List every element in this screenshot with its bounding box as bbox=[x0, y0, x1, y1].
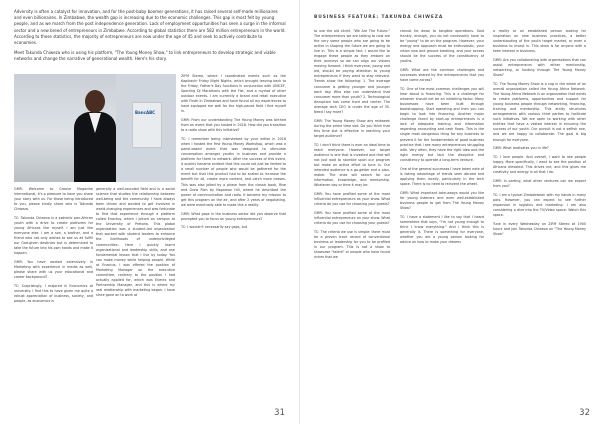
left-column-1 bbox=[14, 187, 93, 308]
right-column-3 bbox=[493, 29, 586, 241]
interview-paragraph: TC: I am a typical Zimbabwean with my hands in many pots. However, you can expect to see further expansion in logistics and marketing. I am also considering a dive into the TV/Video space. Watch this space. bbox=[493, 193, 586, 218]
right-column-2 bbox=[400, 29, 484, 249]
interview-paragraph: generally a well-rounded field and is a social science that studies the relationship between well-being and the community. I have always been driven and wanted to get involved in world-changing experiences and was fortunate to find that experience through a platform called Enactus, which I joined on campus at the University of Pretoria. This global organization was a student-led organization that worked with student leaders to enhance the livelihoods of underprivileged communities. Here I quickly learnt organizational and leadership skills, and one fundamental lesson that I live by today. You can make money while helping people. While at Enactus, I was offered the position of Marketing Manager on the executive committee, contrary to the position I had actually applied for, which was Events and Partnership Manager, and this is where my real relationship with marketing began. I have since gone on to work at bbox=[96, 187, 175, 297]
interview-paragraph: TC: The Young Money Show is a cog in the wheel of an overall organization called the Young Africa Network. The Young Africa Network is an organization that exists to create platforms, opportunities and support for young business people through networking, financing, training and mentorship. This entity structures arrangements with various third parties to facilitate such initiatives. We are open to working with other entities that have a vested interest in ensuring the success of our youth. Our pursuit is not a selfish one, and we are happy to collaborate. The goal is big enough for everyone. bbox=[493, 82, 586, 142]
interview-paragraph: TC: I love people. And overall, I want to see people happy. More specifically, I want to see the position of Africans elevated. This drives me, and this gives me creativity and energy in all that I do. bbox=[493, 155, 586, 175]
interview-paragraph: a reality or an established person looking for inspiration on new business practices, a better understanding of the youth target market, or even a business to invest in. This show is for anyone with a keen interest in business. bbox=[493, 29, 586, 54]
interview-paragraph: One of the general successes I have taken note of is taking advantage of trends seen abroad and applying them locally, particularly in the tech space. There is no need to reinvent the wheel. bbox=[400, 166, 484, 186]
interview-paragraph: TC: One of the most common challenges you will hear about is financing. This is a challenge for whoever should not be an inhibiting factor. Many businesses have been built through bootstrapping. Start operating and then you can begin to look into financing. Another major challenge faced by start-up entrepreneurs is a lack of adequate training and information regarding accounting and cash flows. This is the single most dangerous thing for any business to prevent it for the fundamentals of good business practice that I see many entrepreneurs struggling with. Very often, they have the right idea and the right energy but lack the discipline and consistency to operate a long-term venture. bbox=[400, 87, 484, 162]
interview-paragraph: GMR: From our understanding The Young Money was birthed from an event that you hosted in 2018. How did you transition to a radio show with this initiative? bbox=[181, 118, 286, 133]
interview-paragraph: GMR: What motivates you in life? bbox=[493, 146, 549, 151]
interview-paragraph: TC: Surprisingly, I majored in Economics at university. I find this to have given me quite a robust appreciation of business, society, and people, as economics is bbox=[14, 284, 93, 304]
interview-paragraph: GMR: Welcome to Groove Magazine International, it's a pleasure to have you share your story with us. For those being introduced to you, please kindly share who is Takunda Chiweza. bbox=[14, 187, 93, 212]
interview-paragraph: TC: The criteria we use is simple: there must be a proven track record of conventional business or leadership for you to be profiled in our program. This is not a show to showcase "talent" or people who have found riches that we bbox=[314, 229, 390, 259]
page-number-right: 32 bbox=[579, 408, 590, 418]
interview-paragraph: ZiFM Stereo, where I coordinated events such as the Kapikaviri Friday Night Nights, which brought leaving back to the Friday, Father's Day functions in conjunction with UNICEF, Sporting DJ Marathons with the Fist, and a myriad of other outdoor events. I am currently a brand and retail executive with Firsth in Zimbabwe and have found all my experiences to have equipped me well for the high-paced field I find myself in. bbox=[181, 74, 286, 114]
photo-banner-logo: BancABC bbox=[135, 110, 156, 115]
page-number-left: 31 bbox=[274, 408, 285, 418]
photo-person bbox=[72, 90, 118, 182]
photo-banner-stand bbox=[132, 102, 162, 148]
interview-paragraph: GMR: You have profiled some of the most influential entrepreneurs as your show. What criteria do you use for choosing your guests? bbox=[314, 191, 390, 206]
interview-paragraph: GMR: Are you collaborating with organisations that can assist entrepreneurs with either mentorship, networking, or funding through The Young Money Show? bbox=[493, 58, 586, 78]
interview-paragraph: to use the old cliché, "We Are The Future." The entrepreneurs we are talking to now are the very same people who are going to be active in shaping the future we are going to live in. This is a simple fact. I would like to engage these people as they embark on their journeys so we can align our visions moving forward. I think everyone, young and old, should be paying attention to young entrepreneurs if they want to stay relevant. Trends show the following: 1. The average consumer is getting younger and younger each day. Who else can understand that consumer more than youth? 2. Technological disruption has come front and center. The average tech CEO is under the age of 35. Need I say more? bbox=[314, 29, 390, 114]
interview-paragraph: GMR: You have worked extensively in Marketing with experience in media as well, please share with us your educational and career background? bbox=[14, 260, 93, 280]
interview-paragraph: TC: Takunda Chiweza is a patriotic pan-African youth with a drive to create platforms for young Africans like myself. I am just like everyone else. I am a son, a brother, and a friend who not only wishes to see us all fulfill our God-given destinies but is determined to take the future into his own hands and make it happen. bbox=[14, 216, 93, 256]
intro-section bbox=[14, 9, 286, 66]
photo-person-head bbox=[85, 90, 105, 113]
interview-paragraph: GMR: What gaps in the business sector did you observe that prompted you to focus on young entrepreneurs? bbox=[181, 211, 286, 221]
interview-paragraph: TC: I wouldn't necessarily say gaps, but bbox=[181, 225, 248, 230]
interview-paragraph: GMR: In parting, what other ventures can we expect from you? bbox=[493, 179, 586, 189]
interview-paragraph: GMR: The Young Money Show airs midweek during the prime time slot. Do you think that this time slot is effective in reaching your target audience? bbox=[314, 118, 390, 138]
interview-paragraph: GMR: You have profiled some of the most influential entrepreneurs on your show. What criteria do you use for choosing your guests? bbox=[314, 210, 390, 225]
interview-paragraph: GMR: What important take-aways would you like for young listeners and even well-established business people to get from The Young Money Show? bbox=[400, 190, 484, 210]
right-column-1 bbox=[314, 29, 390, 264]
interview-paragraph: TC: I don't think there is ever an ideal time to reach everyone. However, our target audience is one that is invested and that will not just wait to stumble upon our program but make an active effort to tune in. Our intended audience is a go-getter and a plan-maker. The ones will search for our information, knowledge, and mentorship. Whatever day or time it may be. bbox=[314, 142, 391, 187]
intro-paragraph: Adversity is often a catalyst for innovation, and for the post-baby boomer generations, it has raised several self-made millionaires and even billionaires. In Zimbabwe, the wealth gap is increasing due to the economic challenges. This gap is most felt by young people, and as we march from the post independence generation. Lack of employment opportunities has seen a surge in the informal sector and a new breed of entrepreneurs in Zimbabwe. According to global statistics there are 582 million entrepreneurs in the world. According to these statistics, the majority of entrepreneurs are now under the age of 45 and seek to actively contribute to economies. bbox=[14, 9, 286, 46]
left-column-3 bbox=[181, 74, 286, 234]
section-heading: BUSINESS FEATURE: TAKUNDA CHIWEZA bbox=[314, 15, 444, 20]
interview-paragraph: TC: I have a statement I like to say that I heard somewhere that says, "I'm not young enough to think I know everything." And I think this is generally it. There is something for everyone, whether you are a young person looking for advice on how to make your dreams bbox=[400, 214, 484, 244]
interview-paragraph: Tune in every Wednesday on ZiFM Stereo at 1900 hours and join Takunda Chiweza on "The Young Money Show" bbox=[493, 222, 586, 237]
interview-paragraph: cannot tie down to tangible operations. Said frankly, enough, you do not necessarily have to be "young" to be on the program. However, your energy and approach must be enthusiastic, your vision new and ground breaking, and your access should be the success of the constituency of youths. bbox=[400, 29, 484, 64]
portrait-photo bbox=[14, 74, 176, 182]
left-column-2 bbox=[96, 187, 175, 302]
intro-paragraph: Meet Takunda Chiweza who is using his platform, "The Young Money Show," to link entrepreneurs to develop strategic and viable networks and change the narrative of generational wealth. Here's his story. bbox=[14, 49, 276, 62]
interview-paragraph: GMR: What are the common challenges and successes shared by the entrepreneurs that you have come across? bbox=[400, 68, 484, 83]
interview-paragraph: TC: I remember being interviewed by your editor in 2018 when I hosted the first Young Money Workshop, which was a panel-based event that was designed to stimulate conversation amongst youths in business and provide a platform for them to network. After the success of this event, it quickly became evident that this could not just be limited to a small number of people who would be gathered for the event but that this product had to be scaled to increase the benefit for all, create more content, and catch more ceases. This was also jolted by a phase from the classic book, Rise and Grow Rich by Napoleon Hill, where he described the power of communication and radio. It became my mission to get this program on the air, and after 2 years of negotiating, we were eventually able to make this a reality. bbox=[181, 137, 286, 207]
page-right bbox=[300, 0, 600, 424]
